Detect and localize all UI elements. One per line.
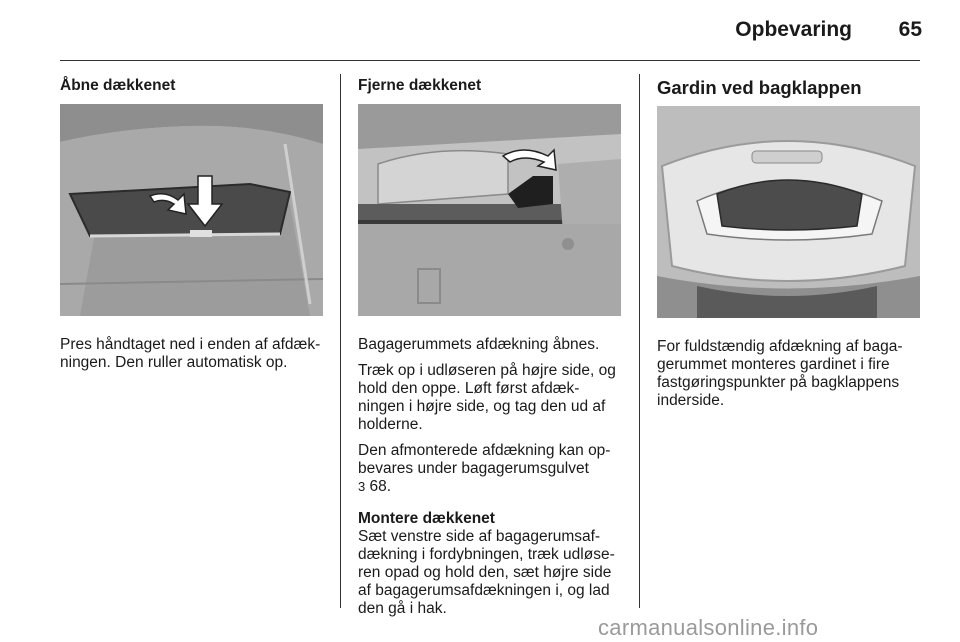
column-divider-2 — [639, 74, 640, 608]
section-heading-open-cover: Åbne dækkenet — [60, 77, 176, 94]
cover-release-illustration — [358, 104, 621, 316]
section-heading-tailgate-curtain: Gardin ved bagklappen — [657, 77, 862, 98]
remove-cover-intro: Bagagerummets afdækning åbnes. — [358, 336, 600, 353]
section-heading-remove-cover: Fjerne dækkenet — [358, 77, 482, 94]
tailgate-curtain-illustration — [657, 106, 920, 318]
photo-open-cover — [60, 104, 323, 316]
photo-tailgate-curtain — [657, 106, 920, 318]
column-remove-cover — [358, 76, 623, 618]
page-reference-arrow-icon: 3 — [358, 479, 366, 494]
header-rule — [60, 60, 920, 61]
remove-cover-storage-text: Den afmonterede afdækning kan op-bevares under bagagerumsgulvet — [358, 442, 611, 477]
page-number: 65 — [898, 18, 922, 41]
tailgate-curtain-instructions: For fuldstændig afdækning af baga-gerummet monteres gardinet i fire fastgøringspunkter på bagklappens inderside. — [657, 338, 903, 409]
column-tailgate-curtain — [657, 76, 922, 410]
section-heading-install-cover: Montere dækkenet — [358, 510, 495, 527]
watermark: carmanualsonline.info — [598, 615, 819, 640]
photo-remove-cover — [358, 104, 621, 316]
remove-cover-steps: Træk op i udløseren på højre side, og hold den oppe. Løft først afdæk-ningen i højre side, og tag den ud af holderne. — [358, 362, 616, 433]
install-cover-instructions: Sæt venstre side af bagagerumsaf-dækning i fordybningen, træk udløse-ren opad og hold den, sæt højre side af bagagerumsafdækningen i, og lad den gå i hak. — [358, 528, 615, 617]
remove-cover-storage — [358, 442, 623, 496]
column-open-cover — [60, 76, 325, 372]
column-divider-1 — [340, 74, 341, 608]
open-cover-instructions: Pres håndtaget ned i enden af afdæk-ningen. Den ruller automatisk op. — [60, 336, 321, 371]
page-reference-link[interactable]: 68. — [369, 478, 392, 495]
cargo-cover-illustration — [60, 104, 323, 316]
page-header-title: Opbevaring — [735, 18, 852, 41]
